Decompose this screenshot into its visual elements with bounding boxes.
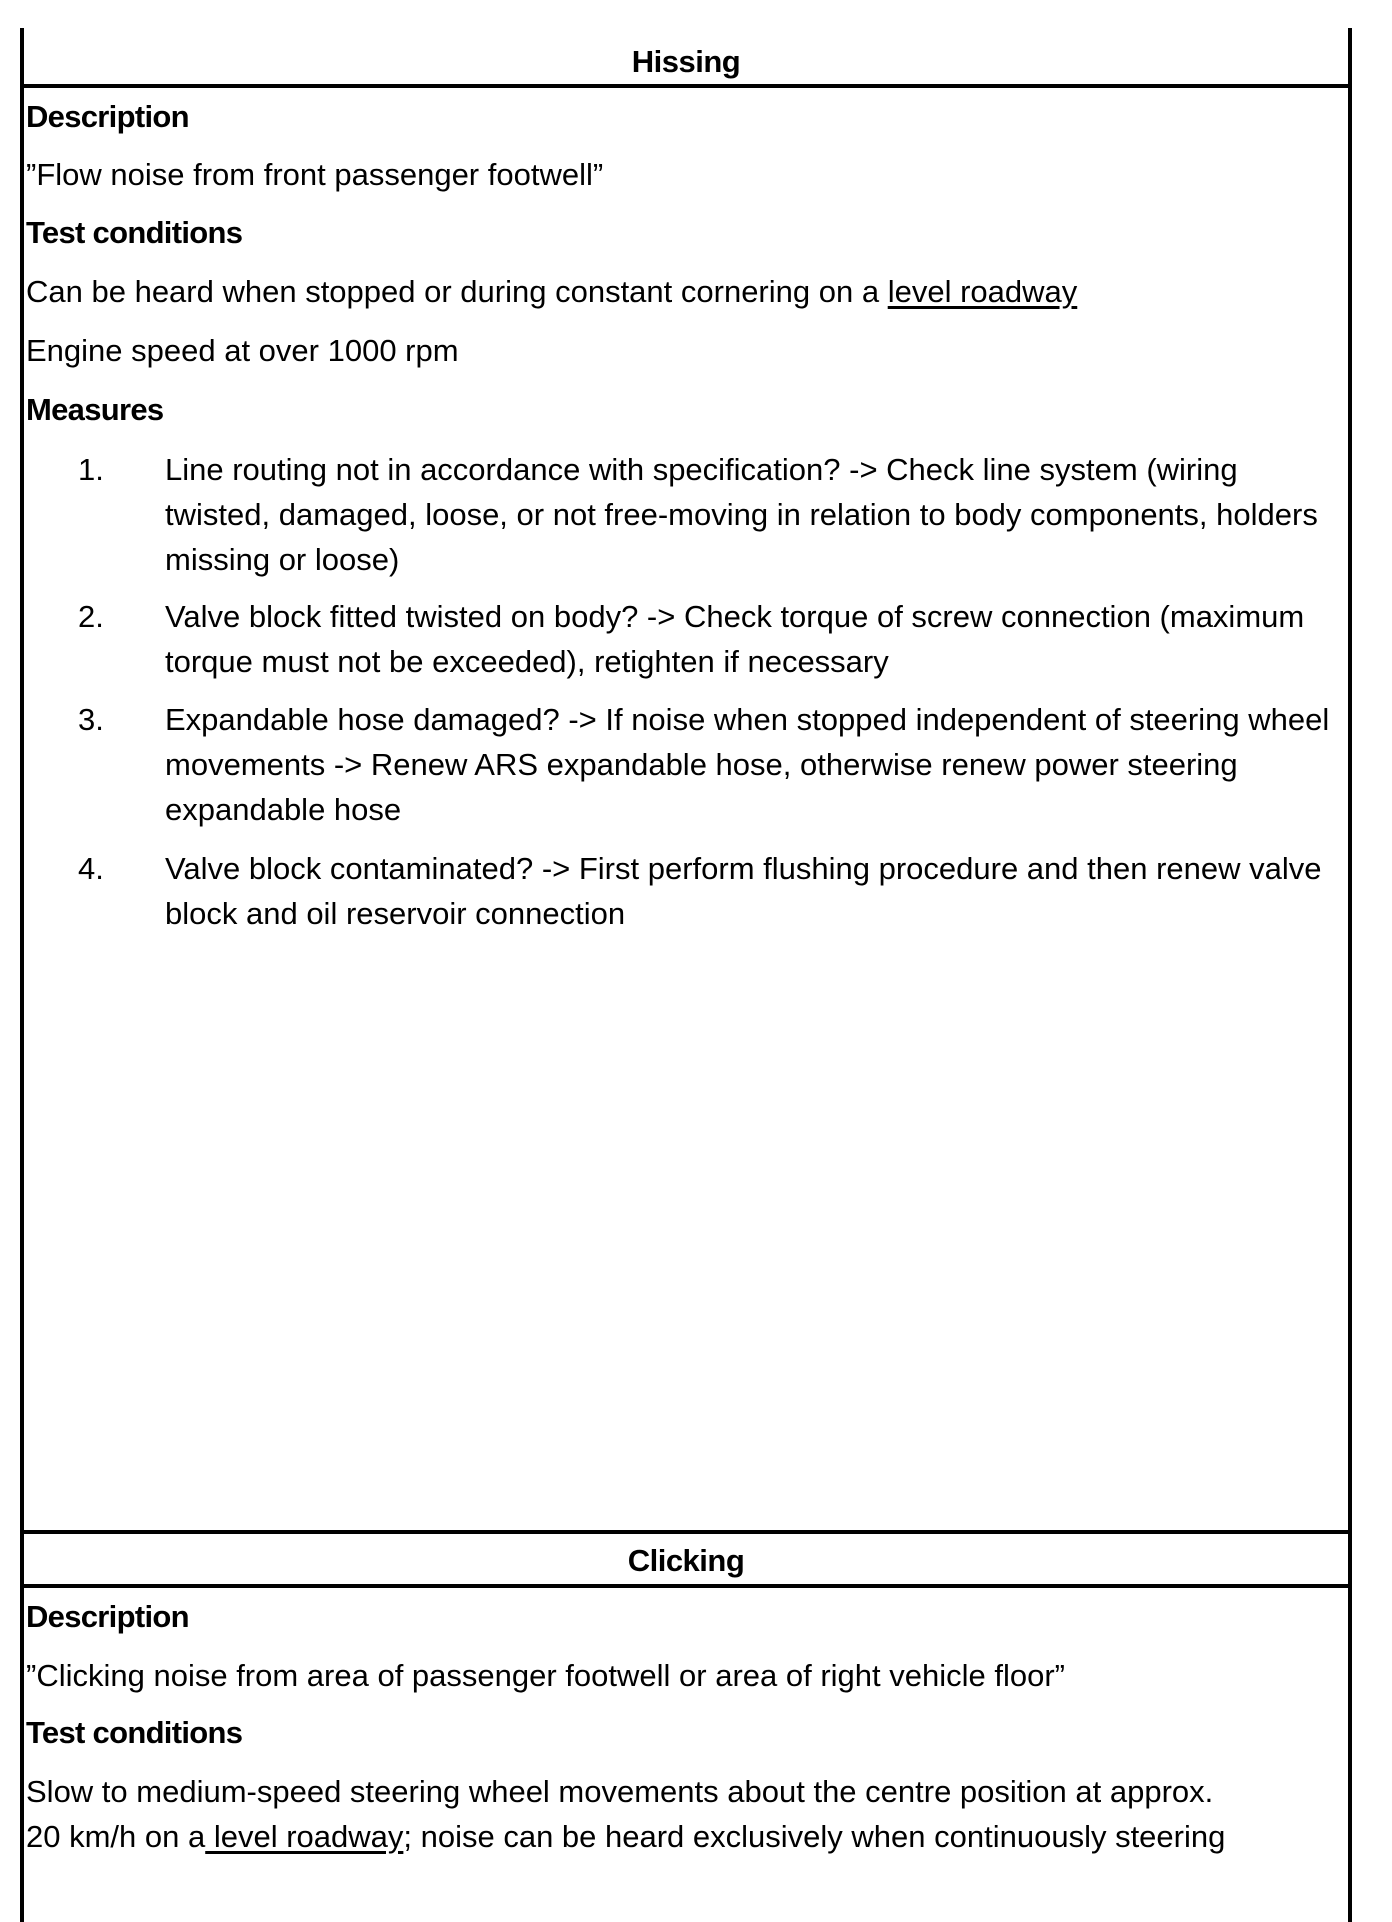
clicking-description: ”Clicking noise from area of passenger footwell or area of right vehicle floor” (26, 1658, 1065, 1693)
clicking-title: Clicking (627, 1543, 745, 1578)
hissing-test-condition-2: Engine speed at over 1000 rpm (26, 333, 459, 368)
measure-text: Valve block contaminated? -> First perform flushing procedure and then renew valve block and oil reservoir connection (165, 851, 1322, 931)
hissing-description: ”Flow noise from front passenger footwell” (26, 157, 604, 192)
clicking-test-condition-1: Slow to medium-speed steering wheel movements about the centre position at approx. (26, 1774, 1214, 1809)
measure-number: 3. (78, 702, 104, 737)
table-right-border (1348, 28, 1352, 1922)
measure-number: 2. (78, 599, 104, 634)
hissing-test-condition-1 (26, 272, 1077, 312)
hissing-measures-heading: Measures (26, 392, 164, 427)
test-condition-text: ; noise can be heard exclusively when continuously steering (403, 1819, 1226, 1854)
measure-text: Expandable hose damaged? -> If noise when stopped independent of steering wheel movements -> Renew ARS expandable hose, otherwise renew power steering expandable hose (165, 702, 1330, 827)
clicking-description-heading: Description (26, 1599, 189, 1634)
table-left-border (20, 28, 24, 1922)
clicking-top-border (20, 1530, 1352, 1534)
hissing-test-conditions-heading: Test conditions (26, 215, 243, 250)
hissing-description-heading: Description (26, 99, 189, 134)
hissing-title: Hissing (631, 44, 741, 79)
test-condition-text: Can be heard when stopped or during constant cornering on a (26, 274, 888, 309)
level-roadway-link[interactable]: level roadway (205, 1819, 404, 1854)
measure-number: 4. (78, 851, 104, 886)
measure-text: Line routing not in accordance with specification? -> Check line system (wiring twisted, damaged, loose, or not free-moving in relation to body components, holders missing or loose) (165, 452, 1318, 577)
clicking-test-conditions-heading: Test conditions (26, 1715, 243, 1750)
clicking-header-divider (20, 1584, 1352, 1588)
measure-text: Valve block fitted twisted on body? -> Check torque of screw connection (maximum torque must not be exceeded), retighten if necessary (165, 599, 1305, 679)
measure-number: 1. (78, 452, 104, 487)
hissing-header-divider (20, 84, 1352, 88)
level-roadway-link[interactable]: level roadway (887, 274, 1078, 309)
test-condition-text: 20 km/h on a (26, 1819, 206, 1854)
clicking-test-condition-2 (26, 1817, 1225, 1857)
